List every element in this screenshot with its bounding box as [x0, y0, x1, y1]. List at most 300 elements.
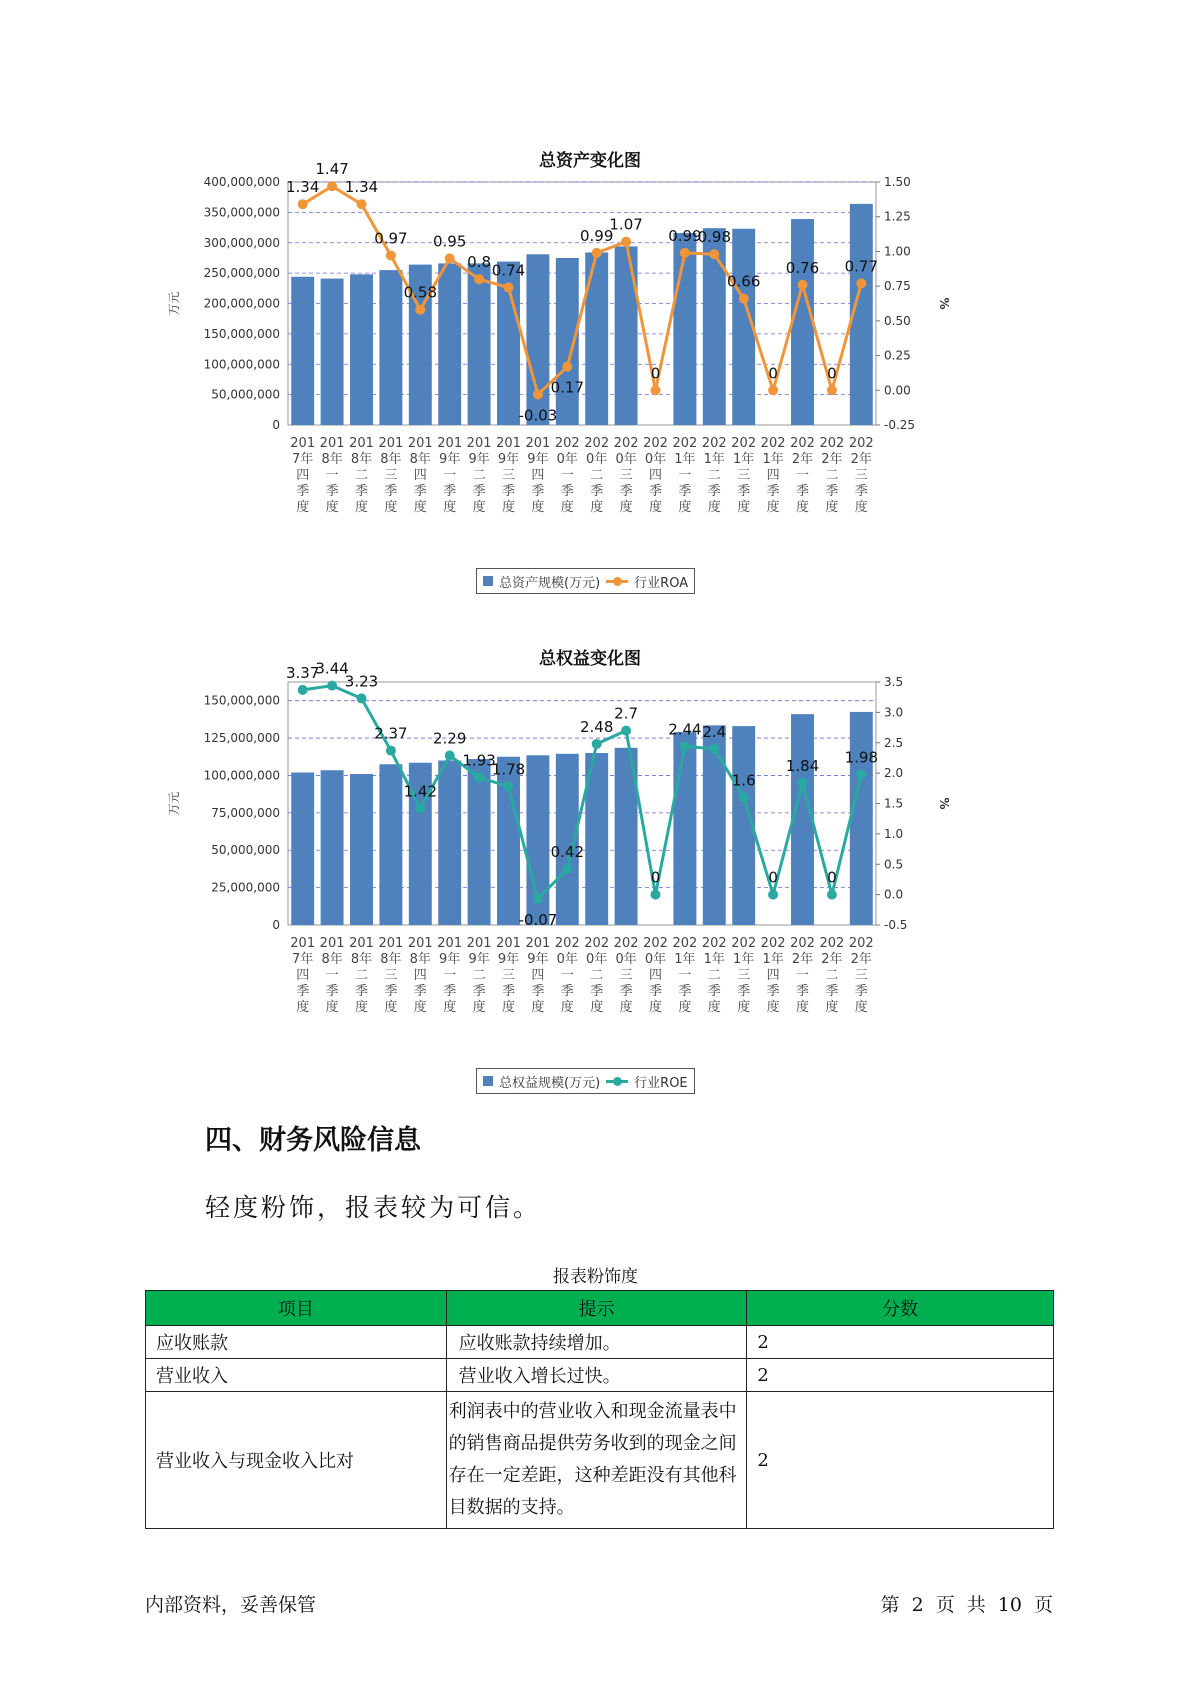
- y-right-tick: 2.0: [884, 766, 904, 781]
- x-tick-label: 季: [707, 484, 721, 499]
- bar: [615, 246, 638, 425]
- x-tick-label: 度: [766, 1000, 780, 1015]
- x-tick-label: 9年: [439, 952, 461, 967]
- data-label: 1.98: [844, 748, 879, 767]
- legend-bar-label: 总资产规模(万元): [499, 575, 601, 591]
- line-point: [562, 864, 572, 874]
- table-row: [146, 1326, 1054, 1359]
- x-tick-label: 三: [619, 468, 633, 483]
- x-tick-label: 四: [296, 468, 310, 483]
- x-tick-label: 度: [560, 500, 574, 515]
- x-tick-label: 度: [590, 500, 604, 515]
- line-point: [680, 248, 690, 258]
- y-left-tick: 200,000,000: [203, 296, 280, 311]
- x-tick-label: 度: [501, 1000, 516, 1015]
- x-tick-label: 季: [707, 984, 721, 999]
- assets-chart-title: 总资产变化图: [539, 151, 641, 171]
- x-tick-label: 8年: [321, 952, 343, 967]
- x-tick-label: 度: [678, 500, 692, 515]
- data-label: 2.4: [702, 722, 727, 741]
- data-label: 1.78: [491, 760, 526, 779]
- x-tick-label: 202: [731, 436, 757, 451]
- x-tick-label: 201: [437, 936, 463, 951]
- x-tick-label: 201: [319, 936, 345, 951]
- x-tick-label: 202: [584, 936, 610, 951]
- x-tick-label: 度: [619, 500, 633, 515]
- x-tick-label: 0年: [586, 452, 608, 467]
- x-tick-label: 四: [648, 468, 663, 483]
- x-tick-label: 一: [560, 468, 574, 483]
- x-tick-label: 季: [737, 484, 751, 499]
- data-label: 0: [768, 364, 778, 383]
- bar: [379, 270, 402, 425]
- line-point: [651, 385, 661, 395]
- x-tick-label: 0年: [644, 952, 667, 967]
- x-tick-label: 度: [472, 1000, 486, 1015]
- bar: [350, 274, 373, 425]
- bar: [321, 770, 344, 925]
- header-score: 分数: [747, 1291, 1054, 1326]
- x-tick-label: 度: [325, 1000, 339, 1015]
- x-tick-label: 四: [766, 468, 780, 483]
- x-tick-label: 季: [590, 484, 604, 499]
- line-point: [827, 385, 837, 395]
- x-tick-label: 202: [848, 436, 874, 451]
- row-score: 2: [747, 1326, 1054, 1359]
- x-tick-label: 二: [707, 468, 721, 483]
- bar: [438, 263, 461, 425]
- x-tick-label: 二: [472, 468, 486, 483]
- row-hint: 应收账款持续增加。: [446, 1326, 747, 1359]
- x-tick-label: 202: [819, 936, 845, 951]
- data-label: 0.76: [785, 258, 820, 277]
- row-item: 营业收入与现金收入比对: [146, 1392, 447, 1529]
- line-point: [415, 803, 425, 813]
- x-tick-label: 季: [296, 984, 310, 999]
- line-point: [327, 681, 337, 691]
- x-tick-label: 201: [349, 936, 374, 951]
- x-tick-label: 一: [795, 968, 810, 983]
- x-tick-label: 季: [854, 984, 868, 999]
- line-point: [856, 278, 866, 288]
- x-tick-label: 度: [825, 1000, 839, 1015]
- x-tick-label: 202: [672, 936, 698, 951]
- bar: [791, 219, 814, 425]
- x-tick-label: 2年: [850, 452, 872, 467]
- bar: [321, 279, 344, 425]
- x-tick-label: 季: [413, 984, 427, 999]
- x-tick-label: 三: [501, 468, 516, 483]
- x-tick-label: 三: [384, 968, 398, 983]
- x-tick-label: 8年: [350, 452, 373, 467]
- x-tick-label: 季: [648, 484, 663, 499]
- y-left-tick: 50,000,000: [211, 387, 280, 402]
- x-tick-label: 8年: [321, 452, 343, 467]
- line-point: [533, 389, 543, 399]
- line-point: [504, 283, 514, 293]
- table-row: [146, 1359, 1054, 1392]
- section-body: 轻度粉饰，报表较为可信。: [205, 1193, 542, 1222]
- x-tick-label: 二: [590, 968, 604, 983]
- y-right-tick: -0.25: [884, 418, 916, 432]
- data-label: 0.58: [403, 283, 438, 302]
- x-tick-label: 一: [325, 968, 339, 983]
- data-label: 1.34: [285, 178, 320, 197]
- x-tick-label: 度: [737, 500, 751, 515]
- data-label: 0.66: [726, 272, 761, 291]
- x-tick-label: 8年: [380, 452, 402, 467]
- line-point: [474, 772, 484, 782]
- x-tick-label: 201: [290, 436, 316, 451]
- data-label: 0.95: [432, 232, 467, 251]
- x-tick-label: 1年: [733, 952, 755, 967]
- x-tick-label: 202: [672, 436, 698, 451]
- x-tick-label: 季: [384, 984, 398, 999]
- x-tick-label: 四: [531, 468, 545, 483]
- x-tick-label: 0年: [615, 452, 637, 467]
- x-tick-label: 三: [737, 968, 751, 983]
- y-right-tick: 0.25: [884, 348, 911, 363]
- x-tick-label: 一: [795, 468, 810, 483]
- x-tick-label: 202: [554, 436, 580, 451]
- x-tick-label: 度: [501, 500, 516, 515]
- x-tick-label: 季: [413, 484, 427, 499]
- x-tick-label: 201: [466, 936, 492, 951]
- legend-line-label: 行业ROE: [634, 1075, 688, 1091]
- x-tick-label: 季: [619, 984, 633, 999]
- x-tick-label: 201: [378, 936, 404, 951]
- data-label: 2.48: [579, 717, 614, 736]
- x-tick-label: 季: [296, 484, 310, 499]
- y-right-tick: 0.75: [884, 279, 911, 294]
- x-tick-label: 度: [766, 500, 780, 515]
- row-item: 营业收入: [146, 1359, 447, 1392]
- data-label: 3.37: [285, 663, 320, 682]
- x-tick-label: 度: [648, 500, 663, 515]
- x-tick-label: 1年: [674, 452, 696, 467]
- data-label: 0.17: [550, 378, 585, 397]
- y-right-tick: 3.5: [884, 675, 904, 689]
- data-label: 0: [650, 868, 661, 887]
- x-tick-label: 二: [825, 468, 839, 483]
- x-tick-label: 201: [378, 436, 404, 451]
- footer-page-number: 第 2 页 共 10 页: [880, 1594, 1053, 1616]
- x-tick-label: 202: [731, 936, 757, 951]
- x-tick-label: 7年: [292, 952, 314, 967]
- x-tick-label: 三: [854, 968, 868, 983]
- equity-legend: [476, 1068, 695, 1094]
- x-tick-label: 季: [619, 484, 633, 499]
- line-point: [327, 181, 337, 191]
- legend-line-swatch: [606, 1080, 628, 1083]
- data-label: 2.29: [432, 729, 467, 748]
- equity-chart-title: 总权益变化图: [539, 649, 641, 669]
- data-label: 2.37: [374, 724, 408, 743]
- row-item: 应收账款: [146, 1326, 447, 1359]
- bar: [468, 263, 491, 425]
- data-label: 0.99: [579, 226, 614, 245]
- x-tick-label: 三: [384, 468, 398, 483]
- data-label: 1.6: [731, 771, 756, 790]
- x-tick-label: 二: [472, 968, 486, 983]
- legend-line-swatch: [606, 580, 628, 583]
- x-tick-label: 1年: [703, 452, 725, 467]
- line-point: [357, 693, 367, 703]
- header-item: 项目: [146, 1291, 447, 1326]
- whitewash-table: [145, 1290, 1054, 1529]
- x-tick-label: 季: [795, 484, 810, 499]
- x-tick-label: 2年: [821, 952, 843, 967]
- x-tick-label: 201: [496, 936, 521, 951]
- data-label: 3.23: [344, 672, 379, 691]
- y-left-tick: 150,000,000: [203, 326, 280, 341]
- x-tick-label: 一: [443, 968, 457, 983]
- x-tick-label: 季: [825, 984, 839, 999]
- y-left-tick: 300,000,000: [203, 235, 280, 250]
- x-tick-label: 三: [619, 968, 633, 983]
- data-label: 1.93: [462, 751, 496, 770]
- x-tick-label: 度: [296, 500, 310, 515]
- x-tick-label: 一: [678, 468, 692, 483]
- footer-confidential: 内部资料，妥善保管: [145, 1594, 317, 1616]
- assets-legend: [476, 568, 695, 594]
- x-tick-label: 度: [619, 1000, 633, 1015]
- x-tick-label: 201: [349, 436, 374, 451]
- line-point: [474, 274, 484, 284]
- x-tick-label: 201: [466, 436, 492, 451]
- x-tick-label: 季: [560, 484, 574, 499]
- row-hint: 营业收入增长过快。: [446, 1359, 747, 1392]
- x-tick-label: 度: [384, 1000, 398, 1015]
- x-tick-label: 7年: [292, 452, 314, 467]
- x-tick-label: 度: [590, 1000, 604, 1015]
- x-tick-label: 一: [678, 968, 692, 983]
- table-row: [146, 1392, 1054, 1529]
- assets-chart: [160, 140, 1020, 610]
- bar: [468, 759, 491, 925]
- x-tick-label: 季: [531, 484, 545, 499]
- x-tick-label: 度: [707, 500, 721, 515]
- line-point: [651, 890, 661, 900]
- x-tick-label: 二: [354, 468, 369, 483]
- x-tick-label: 二: [590, 468, 604, 483]
- y-left-tick: 150,000,000: [203, 693, 280, 708]
- x-tick-label: 季: [443, 484, 457, 499]
- x-tick-label: 度: [325, 500, 339, 515]
- y-left-tick: 100,000,000: [203, 357, 280, 372]
- x-tick-label: 度: [384, 500, 398, 515]
- x-tick-label: 季: [678, 984, 692, 999]
- data-label: 3.44: [315, 659, 349, 678]
- x-tick-label: 度: [825, 500, 839, 515]
- x-tick-label: 9年: [527, 452, 549, 467]
- x-tick-label: 202: [643, 936, 668, 951]
- line-point: [386, 251, 396, 261]
- x-tick-label: 201: [319, 436, 345, 451]
- data-label: 0.8: [467, 253, 492, 272]
- x-tick-label: 度: [854, 500, 868, 515]
- x-tick-label: 1年: [703, 952, 725, 967]
- x-tick-label: 一: [443, 468, 457, 483]
- x-tick-label: 度: [737, 1000, 751, 1015]
- x-tick-label: 9年: [527, 952, 549, 967]
- line-point: [768, 385, 778, 395]
- x-tick-label: 季: [648, 984, 663, 999]
- bar: [379, 764, 402, 925]
- bar: [291, 277, 314, 425]
- line-point: [592, 248, 602, 258]
- x-tick-label: 季: [501, 984, 516, 999]
- y-left-label: 万元: [167, 291, 181, 316]
- y-right-tick: 0.0: [884, 887, 904, 902]
- line-point: [798, 778, 808, 788]
- x-tick-label: 季: [325, 984, 339, 999]
- y-right-tick: 2.5: [884, 735, 904, 750]
- line-point: [798, 280, 808, 290]
- x-tick-label: 季: [678, 484, 692, 499]
- x-tick-label: 季: [501, 484, 516, 499]
- x-tick-label: 202: [848, 936, 874, 951]
- row-hint: 利润表中的营业收入和现金流量表中的销售商品提供劳务收到的现金之间存在一定差距，这种差距没有其他科目数据的支持。: [446, 1392, 747, 1529]
- x-tick-label: 度: [413, 500, 427, 515]
- y-right-tick: 1.50: [884, 175, 911, 189]
- x-tick-label: 度: [443, 500, 457, 515]
- x-tick-label: 度: [854, 1000, 868, 1015]
- x-tick-label: 9年: [439, 452, 461, 467]
- x-tick-label: 202: [819, 436, 845, 451]
- x-tick-label: 201: [407, 936, 433, 951]
- data-label: 0.77: [844, 257, 879, 276]
- x-tick-label: 1年: [733, 452, 755, 467]
- y-right-tick: -0.5: [884, 918, 908, 932]
- x-tick-label: 8年: [350, 952, 373, 967]
- x-tick-label: 201: [290, 936, 316, 951]
- x-tick-label: 季: [825, 484, 839, 499]
- x-tick-label: 2年: [850, 952, 872, 967]
- x-tick-label: 202: [613, 936, 639, 951]
- x-tick-label: 季: [384, 484, 398, 499]
- x-tick-label: 8年: [380, 952, 402, 967]
- x-tick-label: 度: [678, 1000, 692, 1015]
- x-tick-label: 202: [790, 936, 815, 951]
- x-tick-label: 度: [472, 500, 486, 515]
- x-tick-label: 三: [854, 468, 868, 483]
- x-tick-label: 二: [354, 968, 369, 983]
- data-label: 1.42: [403, 782, 438, 801]
- x-tick-label: 季: [354, 484, 369, 499]
- x-tick-label: 季: [766, 484, 780, 499]
- line-point: [709, 744, 719, 754]
- x-tick-label: 度: [354, 500, 369, 515]
- x-tick-label: 201: [525, 936, 551, 951]
- table-caption: 报表粉饰度: [553, 1267, 638, 1287]
- x-tick-label: 9年: [468, 452, 490, 467]
- bar: [791, 714, 814, 925]
- x-tick-label: 度: [795, 1000, 810, 1015]
- line-point: [445, 253, 455, 263]
- header-hint: 提示: [446, 1291, 747, 1326]
- line-point: [768, 890, 778, 900]
- line-point: [621, 726, 631, 736]
- y-right-tick: 0.5: [884, 857, 904, 872]
- x-tick-label: 季: [795, 984, 810, 999]
- x-tick-label: 202: [613, 436, 639, 451]
- line-point: [504, 781, 514, 791]
- x-tick-label: 9年: [468, 952, 490, 967]
- y-right-tick: 0.00: [884, 383, 911, 398]
- row-score: 2: [747, 1392, 1054, 1529]
- x-tick-label: 季: [766, 984, 780, 999]
- x-tick-label: 度: [413, 1000, 427, 1015]
- x-tick-label: 季: [325, 484, 339, 499]
- line-point: [621, 237, 631, 247]
- x-tick-label: 0年: [556, 952, 578, 967]
- x-tick-label: 1年: [674, 952, 696, 967]
- x-tick-label: 季: [737, 984, 751, 999]
- x-tick-label: 四: [531, 968, 545, 983]
- x-tick-label: 9年: [497, 452, 520, 467]
- x-tick-label: 二: [825, 968, 839, 983]
- y-right-label: %: [937, 297, 951, 310]
- x-tick-label: 三: [737, 468, 751, 483]
- x-tick-label: 201: [437, 436, 463, 451]
- line-point: [298, 199, 308, 209]
- x-tick-label: 201: [525, 436, 551, 451]
- line-point: [856, 769, 866, 779]
- data-label: 1.84: [785, 756, 820, 775]
- y-left-tick: 125,000,000: [203, 731, 280, 746]
- line-point: [592, 739, 602, 749]
- y-right-tick: 1.5: [884, 796, 904, 811]
- data-label: 0: [650, 364, 661, 383]
- data-label: 0.42: [550, 843, 585, 862]
- x-tick-label: 度: [531, 1000, 545, 1015]
- x-tick-label: 四: [766, 968, 780, 983]
- x-tick-label: 四: [648, 968, 663, 983]
- x-tick-label: 2年: [821, 452, 843, 467]
- x-tick-label: 一: [325, 468, 339, 483]
- legend-bar-swatch: [483, 1076, 493, 1086]
- x-tick-label: 季: [590, 984, 604, 999]
- line-point: [709, 249, 719, 259]
- y-right-tick: 1.00: [884, 244, 911, 259]
- bar: [673, 732, 696, 925]
- x-tick-label: 0年: [586, 952, 608, 967]
- data-label: 0.99: [668, 226, 702, 245]
- y-left-tick: 50,000,000: [211, 843, 280, 858]
- row-score: 2: [747, 1359, 1054, 1392]
- data-label: -0.07: [518, 910, 558, 929]
- line-point: [445, 751, 455, 761]
- legend-bar-swatch: [483, 576, 493, 586]
- x-tick-label: 季: [443, 984, 457, 999]
- x-tick-label: 0年: [615, 952, 637, 967]
- bar: [702, 722, 727, 925]
- x-tick-label: 度: [648, 1000, 663, 1015]
- data-label: 0: [768, 868, 778, 887]
- data-label: 1.07: [609, 215, 643, 234]
- x-tick-label: 202: [584, 436, 610, 451]
- bar: [673, 233, 696, 425]
- y-right-tick: 3.0: [884, 705, 904, 720]
- data-label: 0: [827, 868, 837, 887]
- x-tick-label: 1年: [762, 952, 784, 967]
- x-tick-label: 0年: [556, 452, 578, 467]
- x-tick-label: 二: [707, 968, 721, 983]
- x-tick-label: 202: [760, 436, 786, 451]
- x-tick-label: 三: [501, 968, 516, 983]
- x-tick-label: 度: [296, 1000, 310, 1015]
